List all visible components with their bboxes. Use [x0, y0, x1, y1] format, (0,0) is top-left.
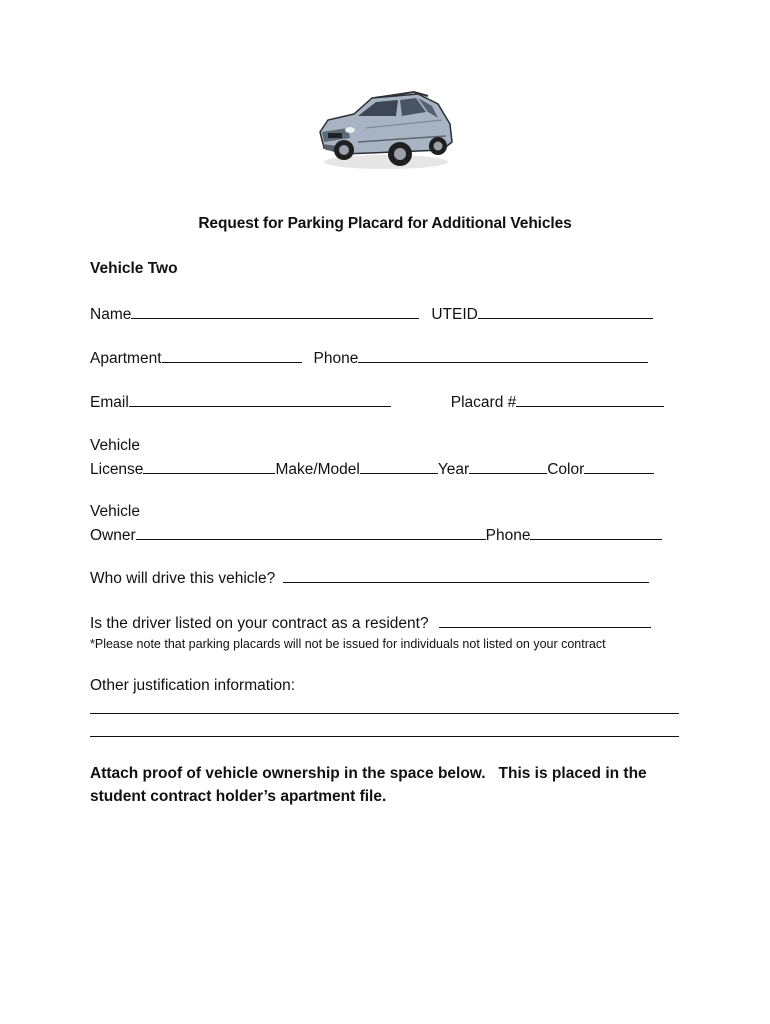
- email-field[interactable]: [129, 393, 391, 407]
- year-label: Year: [437, 461, 470, 478]
- section-heading: Vehicle Two: [90, 260, 178, 277]
- driver-field[interactable]: [283, 569, 649, 583]
- name-label: Name: [90, 306, 132, 323]
- make-model-field[interactable]: [360, 460, 438, 474]
- form-title: Request for Parking Placard for Additional Vehicles: [198, 215, 572, 232]
- owner-phone-field[interactable]: [530, 526, 662, 540]
- license-row: [90, 460, 654, 479]
- license-field[interactable]: [143, 460, 275, 474]
- vehicle-label-2: Vehicle: [90, 503, 140, 520]
- apartment-field[interactable]: [162, 349, 302, 363]
- vehicle-label-1: Vehicle: [90, 437, 140, 454]
- suv-car-icon: [314, 88, 456, 172]
- attach-instruction-line-1: Attach proof of vehicle ownership in the space below. This is placed in the: [90, 765, 647, 782]
- resident-row: [90, 614, 651, 633]
- apartment-phone-row: [90, 349, 648, 368]
- owner-phone-label: Phone: [485, 527, 531, 544]
- resident-question: Is the driver listed on your contract as a resident?: [90, 615, 429, 632]
- color-field[interactable]: [584, 460, 654, 474]
- make-model-label: Make/Model: [275, 461, 360, 478]
- justification-line-1[interactable]: [90, 700, 679, 719]
- owner-field[interactable]: [136, 526, 486, 540]
- year-field[interactable]: [469, 460, 547, 474]
- driver-row: [90, 569, 649, 588]
- phone-field[interactable]: [358, 349, 648, 363]
- uteid-label: UTEID: [431, 306, 478, 323]
- justification-label: Other justification information:: [90, 677, 296, 694]
- attach-instruction-line-2: student contract holder’s apartment file.: [90, 788, 387, 805]
- placard-field[interactable]: [516, 393, 664, 407]
- phone-label: Phone: [313, 350, 359, 367]
- apartment-label: Apartment: [90, 350, 162, 367]
- resident-field[interactable]: [439, 614, 651, 628]
- color-label: Color: [547, 461, 585, 478]
- uteid-field[interactable]: [478, 305, 653, 319]
- owner-row: [90, 526, 662, 545]
- name-uteid-row: [90, 305, 653, 324]
- name-field[interactable]: [131, 305, 419, 319]
- driver-question: Who will drive this vehicle?: [90, 570, 276, 587]
- email-placard-row: [90, 393, 664, 412]
- owner-label: Owner: [90, 527, 136, 544]
- email-label: Email: [90, 394, 129, 411]
- resident-note: *Please note that parking placards will not be issued for individuals not listed on your contract: [90, 637, 606, 651]
- justification-line-2[interactable]: [90, 723, 679, 742]
- license-label: License: [90, 461, 144, 478]
- placard-label: Placard #: [450, 394, 517, 411]
